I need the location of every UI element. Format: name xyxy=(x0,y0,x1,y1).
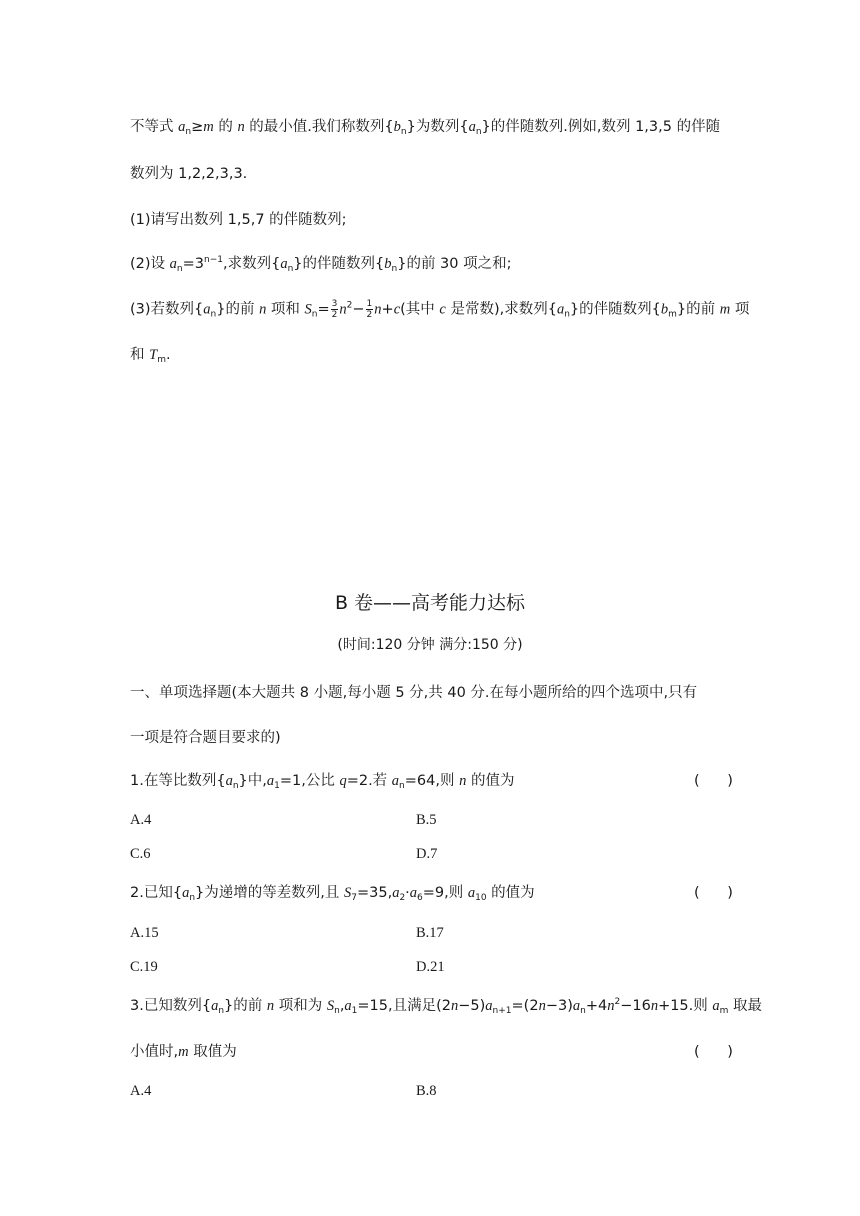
problem-line-2: 数列为 1,2,2,3,3. xyxy=(130,166,248,182)
problem-line-1: 不等式 $a_n\ge m$ 的 n 的最小值.我们称数列$\{b_n\}$为数列$\{a_n\}$的伴随数列.例如,数列 1,3,5 的伴随 xyxy=(130,119,721,137)
fraction-1-2: $\frac{1}{2}$ xyxy=(366,299,373,320)
q1-option-d: D.7 xyxy=(416,846,438,862)
question-1: 1.在等比数列$\{a_n\}$中$,a_1=1$,公比 q=2.若 $a_n=64$,则 n 的值为 xyxy=(130,773,515,791)
question-2: 2.已知$\{a_n\}$为递增的等差数列,且 $S_7=35,a_2\cdot a_6=9$,则 $a_{10}$ 的值为 xyxy=(130,885,535,903)
subquestion-1: (1)请写出数列 1,5,7 的伴随数列; xyxy=(130,212,347,228)
subquestion-3-line-2: 和 $T_m$. xyxy=(130,347,171,365)
q3-option-a: A.4 xyxy=(130,1083,152,1099)
question-3: 3.已知数列$\{a_n\}$的前 n 项和为 $S_n,a_1=15$,且满足$(2n-5)a_{n+1}=(2n-3)a_n+4n^2-16n+15$.则 $a_m$ 取最 xyxy=(130,997,763,1016)
subquestion-3: (3)若数列$\{a_n\}$的前 n 项和 $S_n=$ $\frac{3}{2}$ $n^2-$ $\frac{1}{2}$ n+c(其中 c 是常数),求数列$\{a_n\}$的伴随数列$\{b_m\}$的前 m 项 xyxy=(130,299,750,320)
q1-option-c: C.6 xyxy=(130,846,151,862)
q2-option-c: C.19 xyxy=(130,959,158,975)
q2-option-b: B.17 xyxy=(416,925,444,941)
q3-option-b: B.8 xyxy=(416,1083,437,1099)
answer-blank-3: ( ) xyxy=(694,1044,733,1060)
question-3-line-2: 小值时,m 取值为 xyxy=(130,1044,237,1060)
part-1-heading-line-1: 一、单项选择题(本大题共 8 小题,每小题 5 分,共 40 分.在每小题所给的四个选项中,只有 xyxy=(130,685,698,701)
q1-option-b: B.5 xyxy=(416,812,437,828)
section-title: B 卷——高考能力达标 xyxy=(334,592,526,614)
q2-option-a: A.15 xyxy=(130,925,159,941)
answer-blank-2: ( ) xyxy=(694,885,733,901)
fraction-3-2: $\frac{3}{2}$ xyxy=(331,299,338,320)
q2-option-d: D.21 xyxy=(416,959,445,975)
time-info: (时间:120 分钟 满分:150 分) xyxy=(337,637,523,653)
q1-option-a: A.4 xyxy=(130,812,152,828)
subquestion-2: (2)设 $a_n=3^{n-1}$,求数列$\{a_n\}$的伴随数列$\{b_n\}$的前 30 项之和; xyxy=(130,255,512,274)
part-1-heading-line-2: 一项是符合题目要求的) xyxy=(130,730,281,746)
answer-blank-1: ( ) xyxy=(694,773,733,789)
